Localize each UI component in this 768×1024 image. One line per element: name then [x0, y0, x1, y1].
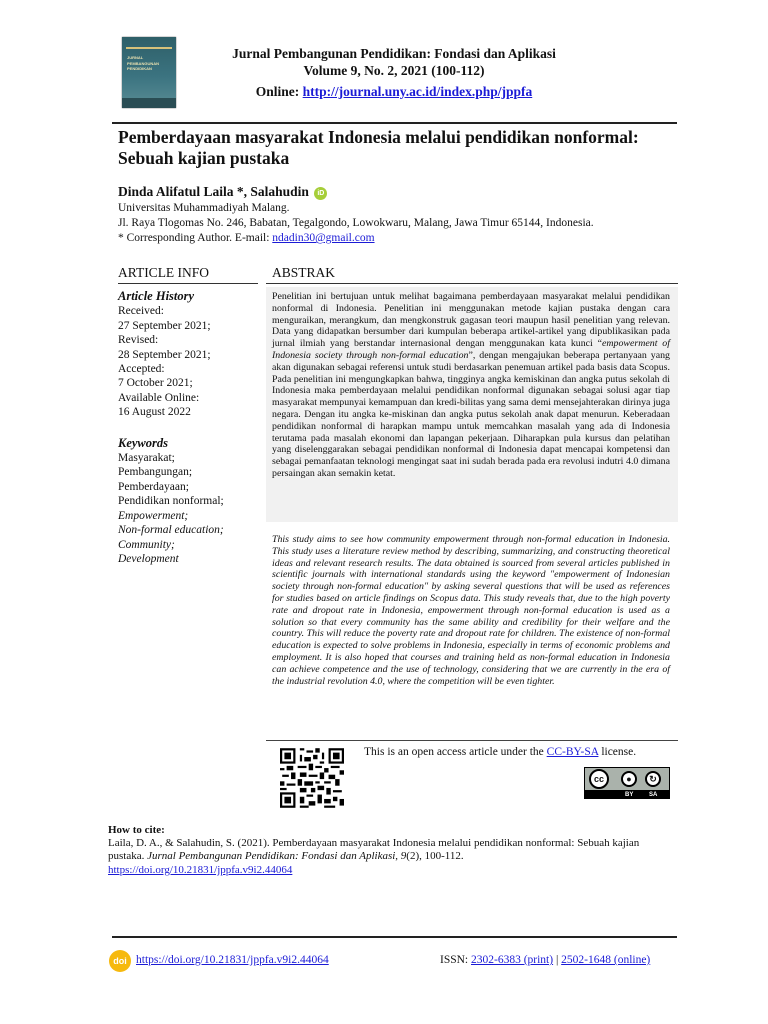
license-text-after: license. [601, 746, 637, 758]
history-item: Accepted: [118, 363, 165, 376]
article-info-column [118, 289, 263, 566]
journal-url-link[interactable]: http://journal.uny.ac.id/index.php/jppfa [302, 84, 533, 99]
journal-cover-image [122, 37, 176, 108]
author-names: Dinda Alifatul Laila *, Salahudin [118, 184, 309, 199]
footer-issn [440, 954, 650, 966]
journal-volume: Volume 9, No. 2, 2021 (100-112) [303, 63, 485, 78]
issn-label: ISSN: [440, 954, 469, 966]
how-to-cite [108, 824, 668, 877]
citation-part: Laila, D. A., & Salahudin, S. (2021). Pemberdayaan masyarakat Indonesia melalui pendidikan nonformal: Sebuah kajian pustaka. [108, 837, 640, 863]
abstract-id-part2: ”, dengan mengajukan beberapa pertanyaan yang akan digunakan sebagai referensi untuk studi berdasarkan penemuan artikel pada basis data Scopus. Pada penelitian ini mengungkapkan bahwa, tingginya angka kemiskinan dan angka putus sekolah di Indonesia maka pemberdayaan melalui pendidikan nonformal digunakan sebagai solusi agar tiap masyarakat mempunyai kemampuan dan kredi-bilitas yang sama demi mensejahterakan dirinya juga negara. Dengan itu angka ke-miskinan dan angka putus sekolah anak dapat menurun. Keberadaan pendidikan nonformal di harapkan mampu untuk memcahkan masalah yang ada di Indonesia terutama pada masalah ekonomi dan lapangan pekerjaan. Diharapkan pula kursus dan pelatihan yang diselenggarakan sebagai pendidikan nonformal di Indonesia dapat mencapai kompetensi dan sebagai pemanfaatan teknologi mengingat saat ini sudah berada pada era revolusi indutri 4.0 dimana persaingan akan semakin ketat. [272, 349, 670, 479]
keyword-en: Non-formal education; [118, 524, 224, 537]
citation-doi-link[interactable]: https://doi.org/10.21831/jppfa.v9i2.44064 [108, 863, 293, 876]
corresponding-label: * Corresponding Author. E-mail: [118, 232, 270, 244]
abstract-id-part1: Penelitian ini bertujuan untuk melihat bagaimana pemberdayaan masyarakat melalui pendidikan nonformal di Indonesia. Penelitian ini menggunakan metode kajian pustaka dengan cara menguraikan, merangkum, dan mengkonstruk gagasan teori maupun hasil penelitian yang relevan. Data yang didapatkan bersumber dari kumpulan beberapa artikel-artikel yang dipublikasikan pada jurnal ilmiah yang berstandar internasional dengan menggunakan kata kunci “ [272, 291, 670, 350]
by-person-icon: ● [621, 771, 637, 787]
article-info-heading: ARTICLE INFO [118, 265, 210, 280]
corresponding-email-link[interactable]: ndadin30@gmail.com [272, 232, 375, 244]
history-item: 16 August 2022 [118, 406, 191, 419]
abstract-bottom-rule [266, 740, 678, 741]
authors [118, 184, 327, 200]
citation-volume: 9 [400, 850, 407, 863]
cc-circle-icon: cc [589, 769, 609, 789]
footer-doi-link[interactable]: https://doi.org/10.21831/jppfa.v9i2.44064 [136, 954, 329, 966]
history-item: Available Online: [118, 391, 200, 404]
issn-separator: | [555, 954, 559, 966]
history-item: Revised: [118, 334, 159, 347]
keyword-en: Development [118, 552, 179, 565]
keyword-en: Community; [118, 538, 175, 551]
keyword: Pemberdayaan; [118, 480, 189, 493]
address: Jl. Raya Tlogomas No. 246, Babatan, Tegalgondo, Lowokwaru, Malang, Jawa Timur 65144, Indonesia. [118, 217, 594, 229]
title-line-2: Sebuah kajian pustaka [118, 148, 290, 168]
history-item: 27 September 2021; [118, 319, 211, 332]
keyword: Pendidikan nonformal; [118, 495, 224, 508]
footer-doi [136, 954, 329, 966]
orcid-icon[interactable]: iD [314, 187, 327, 200]
journal-online [180, 84, 608, 100]
abstract-rule [266, 283, 678, 284]
affiliation: Universitas Muhammadiyah Malang. [118, 202, 290, 214]
cc-by-sa-badge-icon[interactable] [584, 767, 670, 799]
online-label: Online: [255, 84, 300, 99]
article-history-heading: Article History [118, 289, 195, 303]
abstract-indonesian [272, 291, 670, 480]
issn-online-link[interactable]: 2502-1648 (online) [561, 954, 651, 966]
article-info-rule [118, 283, 258, 284]
abstract-english: This study aims to see how community empowerment through non-formal education in Indonesia. This study uses a literature review method by describing, summarizing, and constructing theoretical ideas and relevant research results. The data obtained is sourced from several articles published in scientific journals with international standards using the keyword "empowerment of Indonesian society through non-formal education" by asking several questions that will be used as references for studies based on article findings on Scopus data. This study reveals that, due to the high poverty rate and dropout rate in Indonesia, empowerment through non-formal education is used as a solution so that every community has the same ability and credibility for their welfare and the country. This will reduce the poverty rate and dropout rate for children. The existence of non-formal education is expected to solve problems in Indonesia, especially in terms of economic problems and employment. It is also hoped that courses and training held as non-formal education in Indonesia can achieve competence and the use of technology, considering that we are currently in the era of the industrial revolution 4.0, where the competition will be even tighter. [272, 534, 670, 687]
license-statement [364, 746, 636, 758]
doi-logo-icon: doi [109, 950, 131, 972]
badge-by-label: BY [625, 792, 634, 798]
article-title [118, 127, 678, 169]
cover-title-line2: PEMBANGUNAN PENDIDIKAN [127, 61, 159, 71]
cover-title-line1: JURNAL [127, 55, 144, 60]
cc-by-sa-link[interactable]: CC-BY-SA [546, 746, 599, 758]
history-item: Received: [118, 305, 164, 318]
how-to-cite-heading: How to cite: [108, 824, 165, 836]
history-item: 28 September 2021; [118, 348, 211, 361]
keywords-heading: Keywords [118, 435, 168, 450]
keyword: Masyarakat; [118, 452, 175, 465]
keyword-en: Empowerment; [118, 509, 189, 522]
qr-code-icon [280, 748, 344, 808]
header-rule [112, 122, 677, 124]
abstract-id-keyword: empowerment of Indonesia society through non-formal education [272, 338, 670, 361]
journal-name: Jurnal Pembangunan Pendidikan: Fondasi dan Aplikasi [232, 46, 556, 61]
issn-print-link[interactable]: 2302-6383 (print) [471, 954, 554, 966]
keyword: Pembangungan; [118, 466, 193, 479]
badge-sa-label: SA [649, 792, 658, 798]
cover-stripe [126, 47, 172, 49]
citation-journal: Jurnal Pembangunan Pendidikan: Fondasi dan Aplikasi [147, 850, 396, 863]
title-line-1: Pemberdayaan masyarakat Indonesia melalui pendidikan nonformal: [118, 127, 639, 147]
citation-part: , [395, 850, 401, 863]
abstract-heading: ABSTRAK [272, 265, 336, 280]
citation-part: (2), 100-112. [406, 850, 464, 863]
license-text-before: This is an open access article under the [364, 746, 544, 758]
corresponding-author [118, 231, 678, 246]
citation-text [108, 837, 668, 863]
footer-rule [112, 936, 677, 938]
sa-share-alike-icon: ↻ [645, 771, 661, 787]
history-item: 7 October 2021; [118, 377, 193, 390]
cover-bottom-bar [122, 98, 176, 108]
